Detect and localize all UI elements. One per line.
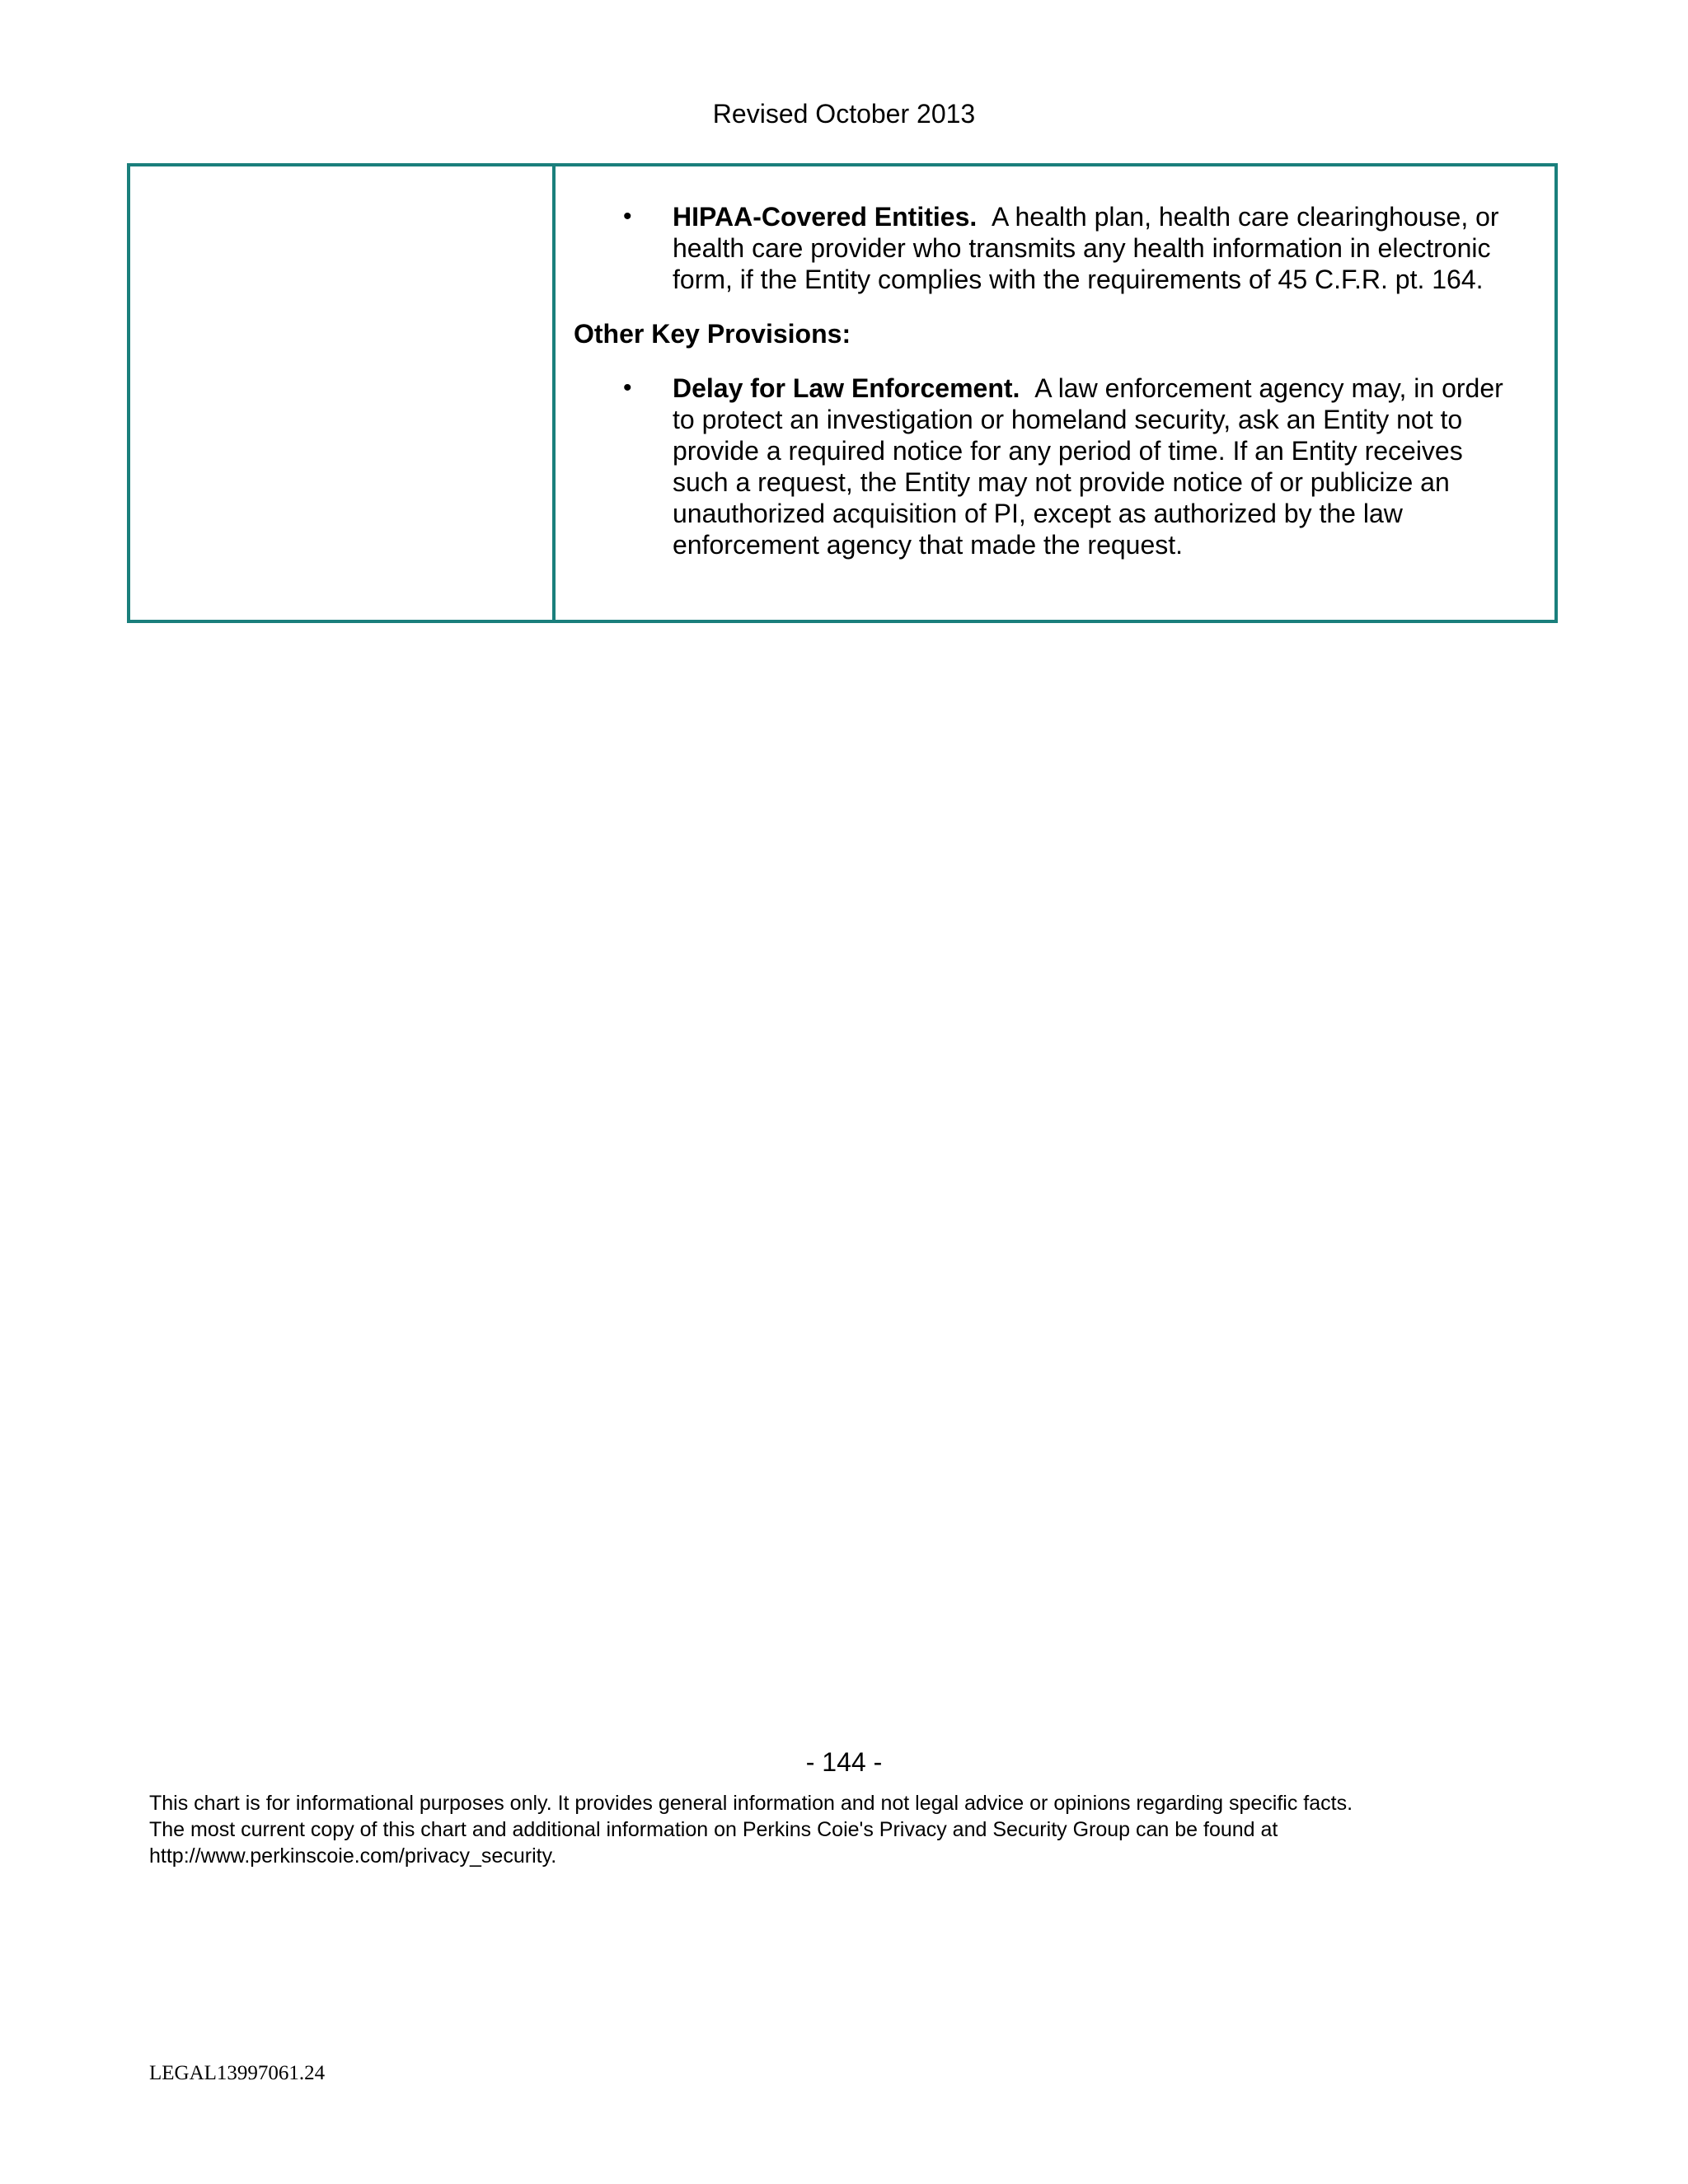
bullet-icon: • bbox=[623, 374, 632, 401]
list-item-hipaa bbox=[574, 201, 1522, 295]
disclaimer-line-3: http://www.perkinscoie.com/privacy_security. bbox=[149, 1844, 557, 1868]
law-enforcement-text: A law enforcement agency may, in order to protect an investigation or homeland security, ask an Entity not to provide a required notice for any period of time. If an Entity receives such a request, the Entity may not provide notice of or publicize an unauthorized acquisition of PI, except as authorized by the law enforcement agency that made the request. bbox=[673, 373, 1503, 560]
page-number: - 144 - bbox=[805, 1747, 883, 1777]
table-left-cell bbox=[130, 166, 556, 620]
hipaa-text: A health plan, health care clearinghouse, or health care provider who transmits any health information in electronic form, if the Entity complies with the requirements of 45 C.F.R. pt. 164. bbox=[673, 202, 1499, 294]
law-enforcement-term: Delay for Law Enforcement. bbox=[673, 373, 1020, 403]
footer-disclaimer bbox=[149, 1790, 1550, 1869]
hipaa-term: HIPAA-Covered Entities. bbox=[673, 202, 978, 232]
bullet-icon: • bbox=[623, 203, 632, 230]
disclaimer-line-1: This chart is for informational purposes only. It provides general information and not legal advice or opinions regarding specific facts. bbox=[149, 1792, 1353, 1815]
document-id: LEGAL13997061.24 bbox=[149, 2062, 326, 2084]
list-item-law-enforcement bbox=[574, 373, 1522, 560]
table-right-cell bbox=[556, 166, 1554, 620]
provisions-table bbox=[127, 163, 1558, 623]
revised-date-header: Revised October 2013 bbox=[712, 99, 976, 129]
section-heading-other-provisions: Other Key Provisions: bbox=[574, 319, 851, 349]
disclaimer-line-2: The most current copy of this chart and additional information on Perkins Coie's Privacy and Security Group can be found at bbox=[149, 1818, 1278, 1841]
